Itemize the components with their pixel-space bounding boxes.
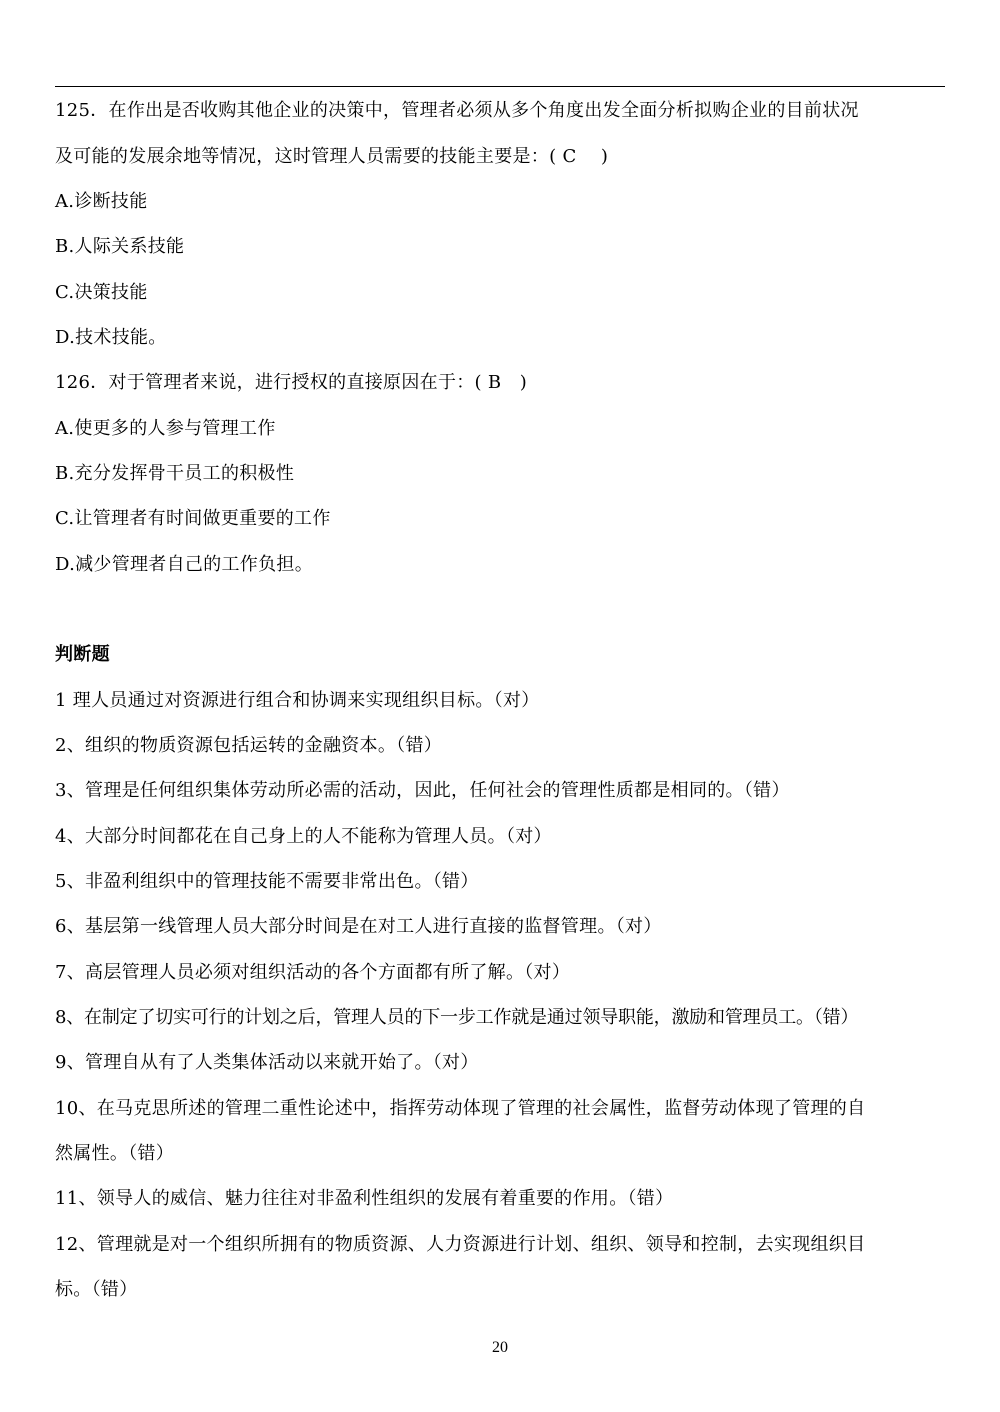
section-heading: 判断题 <box>55 644 110 665</box>
true-false-item-line-2: 标。（错） <box>55 1279 138 1300</box>
true-false-item: 7、高层管理人员必须对组织活动的各个方面都有所了解。（对） <box>55 962 571 983</box>
true-false-item: 1 理人员通过对资源进行组合和协调来实现组织目标。（对） <box>55 690 540 711</box>
option-c: C.决策技能 <box>55 282 148 303</box>
true-false-item-line-1: 12、管理就是对一个组织所拥有的物质资源、人力资源进行计划、组织、领导和控制，去实现组织目 <box>55 1234 866 1255</box>
true-false-item: 4、大部分时间都花在自己身上的人不能称为管理人员。（对） <box>55 826 552 847</box>
true-false-item: 5、非盈利组织中的管理技能不需要非常出色。（错） <box>55 871 479 892</box>
option-b: B.人际关系技能 <box>55 236 185 257</box>
question-126: 126．对于管理者来说，进行授权的直接原因在于：( B ) <box>55 372 528 393</box>
true-false-item-line-2: 然属性。（错） <box>55 1143 175 1164</box>
option-b: B.充分发挥骨干员工的积极性 <box>55 463 295 484</box>
option-a: A.诊断技能 <box>55 191 148 212</box>
question-125-line-1: 125．在作出是否收购其他企业的决策中，管理者必须从多个角度出发全面分析拟购企业的目前状况 <box>55 100 859 121</box>
option-c: C.让管理者有时间做更重要的工作 <box>55 508 331 529</box>
question-125-line-2: 及可能的发展余地等情况，这时管理人员需要的技能主要是：( C ) <box>55 146 609 167</box>
true-false-item: 6、基层第一线管理人员大部分时间是在对工人进行直接的监督管理。（对） <box>55 916 662 937</box>
true-false-item: 3、管理是任何组织集体劳动所必需的活动，因此，任何社会的管理性质都是相同的。（错） <box>55 780 790 801</box>
true-false-item: 9、管理自从有了人类集体活动以来就开始了。（对） <box>55 1052 479 1073</box>
true-false-item: 2、组织的物质资源包括运转的金融资本。（错） <box>55 735 443 756</box>
option-a: A.使更多的人参与管理工作 <box>55 418 276 439</box>
header-rule <box>55 86 945 87</box>
page-number: 20 <box>492 1339 508 1356</box>
true-false-item: 11、领导人的威信、魅力往往对非盈利性组织的发展有着重要的作用。（错） <box>55 1188 674 1209</box>
true-false-item-line-1: 10、在马克思所述的管理二重性论述中，指挥劳动体现了管理的社会属性，监督劳动体现了管理的自 <box>55 1098 866 1119</box>
true-false-item: 8、在制定了切实可行的计划之后，管理人员的下一步工作就是通过领导职能，激励和管理员工。（错） <box>55 1007 859 1028</box>
option-d: D.减少管理者自己的工作负担。 <box>55 554 314 575</box>
option-d: D.技术技能。 <box>55 327 167 348</box>
